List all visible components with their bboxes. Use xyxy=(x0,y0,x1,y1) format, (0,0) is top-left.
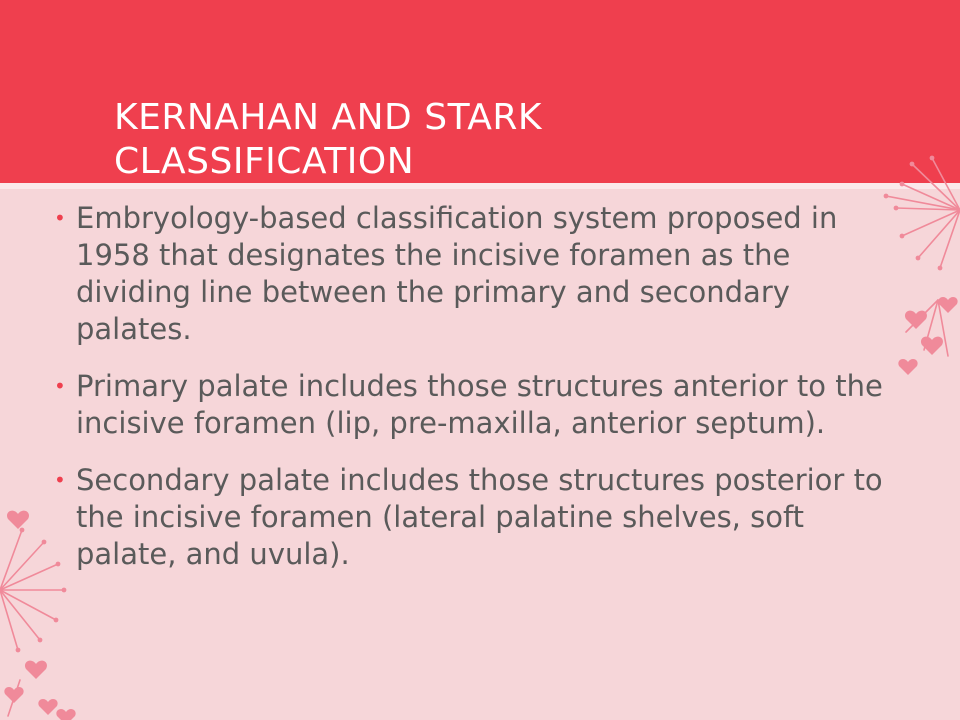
bullet-dot-icon: • xyxy=(54,206,66,230)
bullet-text: Primary palate includes those structures anterior to the incisive foramen (lip, pre-maxilla, anterior septum). xyxy=(76,369,883,440)
bullet-list xyxy=(54,200,904,593)
slide-title: KERNAHAN AND STARK CLASSIFICATION xyxy=(114,97,543,183)
bullet-item xyxy=(54,200,904,348)
bullet-item xyxy=(54,462,904,573)
bullet-item xyxy=(54,368,904,442)
bullet-dot-icon: • xyxy=(54,468,66,492)
bullet-text: Embryology-based classification system proposed in 1958 that designates the incisive foramen as the dividing line between the primary and secondary palates. xyxy=(76,201,838,346)
bullet-dot-icon: • xyxy=(54,374,66,398)
bullet-text: Secondary palate includes those structures posterior to the incisive foramen (lateral palatine shelves, soft palate, and uvula). xyxy=(76,463,883,571)
